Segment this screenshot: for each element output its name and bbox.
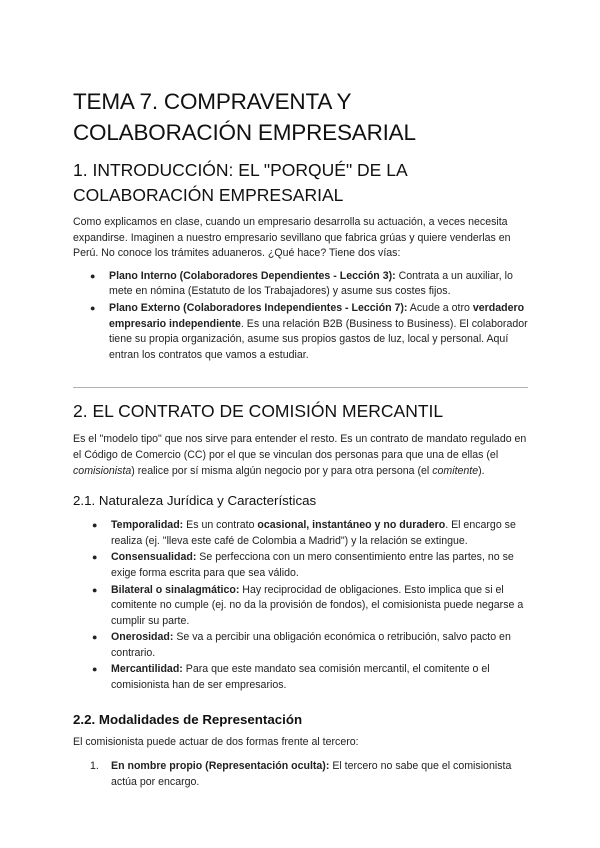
list-item [73,518,528,549]
list-item-text: Es un contrato [183,519,258,532]
list-item-text-tail: . Es una relación B2B (Business to Business). El colaborador tiene su propia organización, asume sus propios gastos de luz, local y personal. Aquí entran los contratos que vamos a estudiar. [109,317,528,361]
page-title [73,86,528,148]
bullet-icon: ● [90,302,96,313]
list-item-bold: Onerosidad: [111,631,174,644]
list-item-bold-inline: ocasional, instantáneo y no duradero [257,519,446,532]
section2-intro-text: ) realice por sí misma algún negocio por y para otra persona (el [131,464,433,477]
list-item [73,301,528,363]
list-item-text: Hay reciprocidad de obligaciones. Esto implica que si el comitente no cumple (ej. no da la provisión de fondos), el comisionista puede negarse a cumplir su parte. [111,583,524,627]
section1-intro: Como explicamos en clase, cuando un empresario desarrolla su actuación, a veces necesita expandirse. Imaginen a nuestro empresario sevillano que fabrica grúas y quiere venderlas en Perú. No conoce los trámites aduaneros. ¿Qué hace? Tiene dos vías: [73,216,511,260]
section2-intro-text: ). [478,464,485,477]
list-item-text: Se perfecciona con un mero consentimiento entre las partes, no se exige forma escrita para que sea válido. [111,551,514,579]
section-divider [73,387,528,388]
bullet-icon: ● [92,552,98,563]
subsection-2-2-intro: El comisionista puede actuar de dos formas frente al tercero: [73,735,359,748]
bullet-icon: ● [90,270,96,281]
subsection-2-2-numbered-list [73,759,528,790]
list-item [73,269,528,300]
page-title-line1: TEMA 7. COMPRAVENTA Y [73,89,352,114]
list-item [73,630,528,661]
subsection-2-1-bullet-list [73,518,528,694]
list-item-bold: Bilateral o sinalagmático: [111,583,240,596]
list-item [73,759,528,790]
list-item [73,550,528,581]
bullet-icon: ● [92,584,98,595]
section1-heading-line2: COLABORACIÓN EMPRESARIAL [73,185,344,205]
list-item-text-tail: . El encargo se realiza (ej. "lleva este café de Colombia a Madrid") y la relación se extingue. [111,519,516,547]
list-item-bold: Plano Interno (Colaboradores Dependientes - Lección 3): [109,269,396,282]
bullet-icon: ● [92,520,98,531]
list-item-bold: Consensualidad: [111,551,197,564]
section1-heading-line1: 1. INTRODUCCIÓN: EL "PORQUÉ" DE LA [73,160,408,180]
list-item-number: 1. [90,760,99,773]
list-item [73,662,528,693]
subsection-2-2-heading: 2.2. Modalidades de Representación [73,711,303,727]
bullet-icon: ● [92,632,98,643]
section1-bullet-list [73,269,528,364]
list-item [73,583,528,630]
list-item-bold: Temporalidad: [111,519,184,532]
list-item-text: Acude a otro [407,301,473,314]
section2-intro [73,432,528,479]
bullet-icon: ● [92,664,98,675]
list-item-bold: Mercantilidad: [111,663,183,676]
section2-intro-text: Es el "modelo tipo" que nos sirve para entender el resto. Es un contrato de mandato regulado en el Código de Comercio (CC) por el que se vinculan dos personas para que una de ellas (el [73,433,527,461]
page-title-line2: COLABORACIÓN EMPRESARIAL [73,120,416,145]
list-item-bold-inline: verdadero empresario independiente [109,301,525,330]
section2-intro-italic: comisionista [73,464,132,477]
section2-heading: 2. EL CONTRATO DE COMISIÓN MERCANTIL [73,401,444,422]
subsection-2-1-heading: 2.1. Naturaleza Jurídica y Características [73,493,317,509]
list-item-text: Se va a percibir una obligación económica o retribución, salvo pacto en contrario. [111,631,511,659]
section2-intro-italic: comitente [432,464,479,477]
list-item-text: El tercero no sabe que el comisionista actúa por encargo. [111,760,512,788]
list-item-text: Contrata a un auxiliar, lo mete en nómina (Estatuto de los Trabajadores) y asume sus costes fijos. [109,269,513,298]
section1-heading [73,158,528,208]
list-item-text: Para que este mandato sea comisión mercantil, el comitente o el comisionista han de ser empresarios. [111,663,490,692]
list-item-bold: Plano Externo (Colaboradores Independientes - Lección 7): [109,301,408,314]
list-item-bold: En nombre propio (Representación oculta): [111,760,330,773]
